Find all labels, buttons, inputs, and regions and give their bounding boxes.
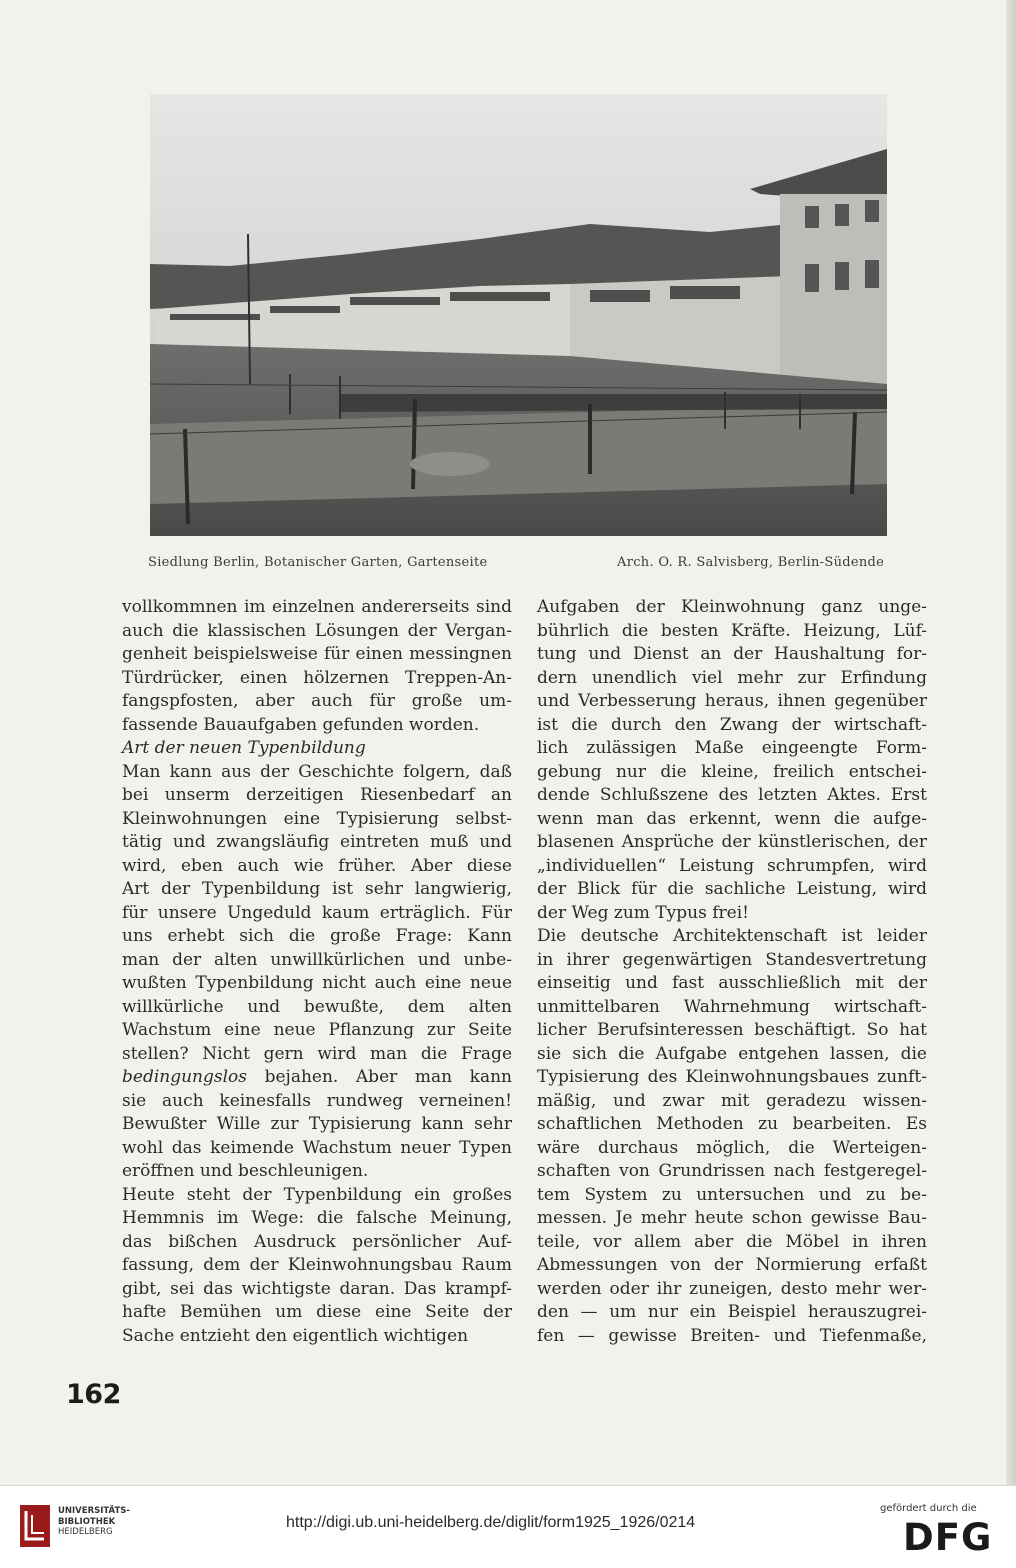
text-line: der Weg zum Typus frei! xyxy=(537,902,749,923)
text-line: Sache entzieht den eigentlich wichtigen xyxy=(122,1325,469,1346)
text-line: tem System zu untersuchen und zu be- xyxy=(537,1184,927,1205)
text-line: gibt, sei das wichtigste daran. Das krampf- xyxy=(122,1278,512,1299)
ub-line-3: HEIDELBERG xyxy=(58,1527,113,1537)
dfg-logo: DFG xyxy=(903,1516,993,1559)
text-line: das bißchen Ausdruck persönlicher Auf- xyxy=(122,1231,512,1252)
text-line: der Blick für die sachliche Leistung, wird xyxy=(537,879,927,899)
text-line: auch die klassischen Lösungen der Vergan- xyxy=(122,620,512,641)
page-edge xyxy=(1006,0,1016,1485)
text-line: uns erhebt sich die große Frage: Kann xyxy=(122,926,512,946)
text-line: teile, vor allem aber die Möbel in ihren xyxy=(537,1231,927,1252)
text-line: bei unserm derzeitigen Riesenbedarf an xyxy=(122,785,512,805)
photo-caption-title: Siedlung Berlin, Botanischer Garten, Gartenseite xyxy=(148,555,488,570)
text-line: fassende Bauaufgaben gefunden worden. xyxy=(122,714,480,735)
university-library-name xyxy=(58,1506,130,1538)
text-line: stellen? Nicht gern wird man die Frage xyxy=(122,1043,512,1064)
text-line: schaften von Grundrissen nach festgeregel- xyxy=(537,1161,927,1181)
text-line: einseitig und fast ausschließlich mit der xyxy=(537,973,927,993)
text-line: genheit beispielsweise für einen messingnen xyxy=(122,644,512,664)
text-line: lich zulässigen Maße eingeengte Form- xyxy=(537,738,927,758)
text-line: für unsere Ungeduld kaum erträglich. Für xyxy=(122,902,512,923)
text-line: Hemmnis im Wege: die falsche Meinung, xyxy=(122,1208,512,1228)
text-column-left xyxy=(122,596,512,1348)
text-line: fangspfosten, aber auch für große um- xyxy=(122,691,512,711)
text-line: Abmessungen von der Normierung erfaßt xyxy=(537,1255,927,1275)
settlement-photo xyxy=(150,94,887,536)
text-line: wohl das keimende Wachstum neuer Typen xyxy=(122,1137,512,1158)
text-line: hafte Bemühen um diese eine Seite der xyxy=(122,1302,512,1322)
text-line: dende Schlußszene des letzten Aktes. Erst xyxy=(537,785,927,805)
text-line: sie auch keinesfalls rundweg verneinen! xyxy=(122,1090,512,1111)
text-line: werden oder ihr zuneigen, desto mehr wer- xyxy=(537,1278,927,1299)
text-line: dern unendlich viel mehr zur Erfindung xyxy=(537,667,927,688)
text-line: Wachstum eine neue Pflanzung zur Seite xyxy=(122,1020,512,1040)
photo-caption-credit: Arch. O. R. Salvisberg, Berlin-Südende xyxy=(617,555,885,570)
text-line: willkürliche und bewußte, dem alten xyxy=(122,996,512,1017)
text-line: Türdrücker, einen hölzernen Treppen-An- xyxy=(122,667,512,688)
text-line: wußten Typenbildung nicht auch eine neue xyxy=(122,973,512,993)
text-line: wird, eben auch wie früher. Aber diese xyxy=(122,855,512,876)
dfg-funding-note: gefördert durch die xyxy=(880,1503,977,1514)
text-line: wäre durchaus möglich, die Werteigen- xyxy=(537,1137,927,1158)
text-line: den — um nur ein Beispiel herauszugrei- xyxy=(537,1302,927,1322)
text-line: bedingungslos bejahen. Aber man kann xyxy=(122,1067,512,1087)
text-line: sie sich die Aufgabe entgehen lassen, die xyxy=(537,1043,927,1064)
text-line: Art der Typenbildung ist sehr langwierig, xyxy=(122,879,512,899)
text-line: fassung, dem der Kleinwohnungsbau Raum xyxy=(122,1255,512,1275)
text-line: tung und Dienst an der Haushaltung for- xyxy=(537,644,927,664)
text-line: unmittelbaren Wahrnehmung wirtschaft- xyxy=(537,996,927,1017)
university-library-logo-icon xyxy=(20,1505,50,1547)
text-line: Art der neuen Typenbildung xyxy=(122,738,366,758)
text-line: Typisierung des Kleinwohnungsbaues zunft- xyxy=(537,1067,927,1087)
text-line: Bewußter Wille zur Typisierung kann sehr xyxy=(122,1114,512,1134)
text-line: „individuellen“ Leistung schrumpfen, wird xyxy=(537,855,927,876)
text-line: fen — gewisse Breiten- und Tiefenmaße, xyxy=(537,1325,927,1346)
text-line: Man kann aus der Geschichte folgern, daß xyxy=(122,761,512,782)
text-line: eröffnen und beschleunigen. xyxy=(122,1161,369,1181)
ub-line-1: UNIVERSITÄTS- xyxy=(58,1506,130,1516)
page-number: 162 xyxy=(66,1379,121,1410)
text-line: licher Berufsinteressen beschäftigt. So hat xyxy=(537,1020,927,1040)
text-line: wenn man das erkennt, wenn die aufge- xyxy=(537,808,927,829)
text-line: ist die durch den Zwang der wirtschaft- xyxy=(537,714,927,735)
text-line: Aufgaben der Kleinwohnung ganz unge- xyxy=(537,597,927,617)
text-line: vollkommnen im einzelnen andererseits sind xyxy=(122,597,512,617)
text-line: man der alten unwillkürlichen und unbe- xyxy=(122,949,512,970)
text-line: gebung nur die kleine, freilich entschei- xyxy=(537,761,927,782)
text-line: mäßig, und zwar mit geradezu wissen- xyxy=(537,1090,927,1111)
text-line: und Verbesserung heraus, ihnen gegenüber xyxy=(537,691,927,711)
text-line: Heute steht der Typenbildung ein großes xyxy=(122,1184,512,1205)
text-line: in ihrer gegenwärtigen Standesvertretung xyxy=(537,949,927,970)
text-line: messen. Je mehr heute schon gewisse Bau- xyxy=(537,1208,927,1228)
ub-line-2: BIBLIOTHEK xyxy=(58,1516,116,1527)
text-line: bührlich die besten Kräfte. Heizung, Lüf- xyxy=(537,620,927,641)
text-line: tätig und zwangsläufig eintreten muß und xyxy=(122,832,512,852)
footer-bar xyxy=(0,1485,1016,1568)
text-line: Die deutsche Architektenschaft ist leider xyxy=(537,926,927,946)
text-column-right xyxy=(537,596,927,1348)
source-url-link[interactable]: http://digi.ub.uni-heidelberg.de/diglit/form1925_1926/0214 xyxy=(286,1514,696,1531)
text-line: schaftlichen Methoden zu bearbeiten. Es xyxy=(537,1114,927,1134)
text-line: Kleinwohnungen eine Typisierung selbst- xyxy=(122,808,512,829)
text-line: blasenen Ansprüche der künstlerischen, der xyxy=(537,832,927,852)
